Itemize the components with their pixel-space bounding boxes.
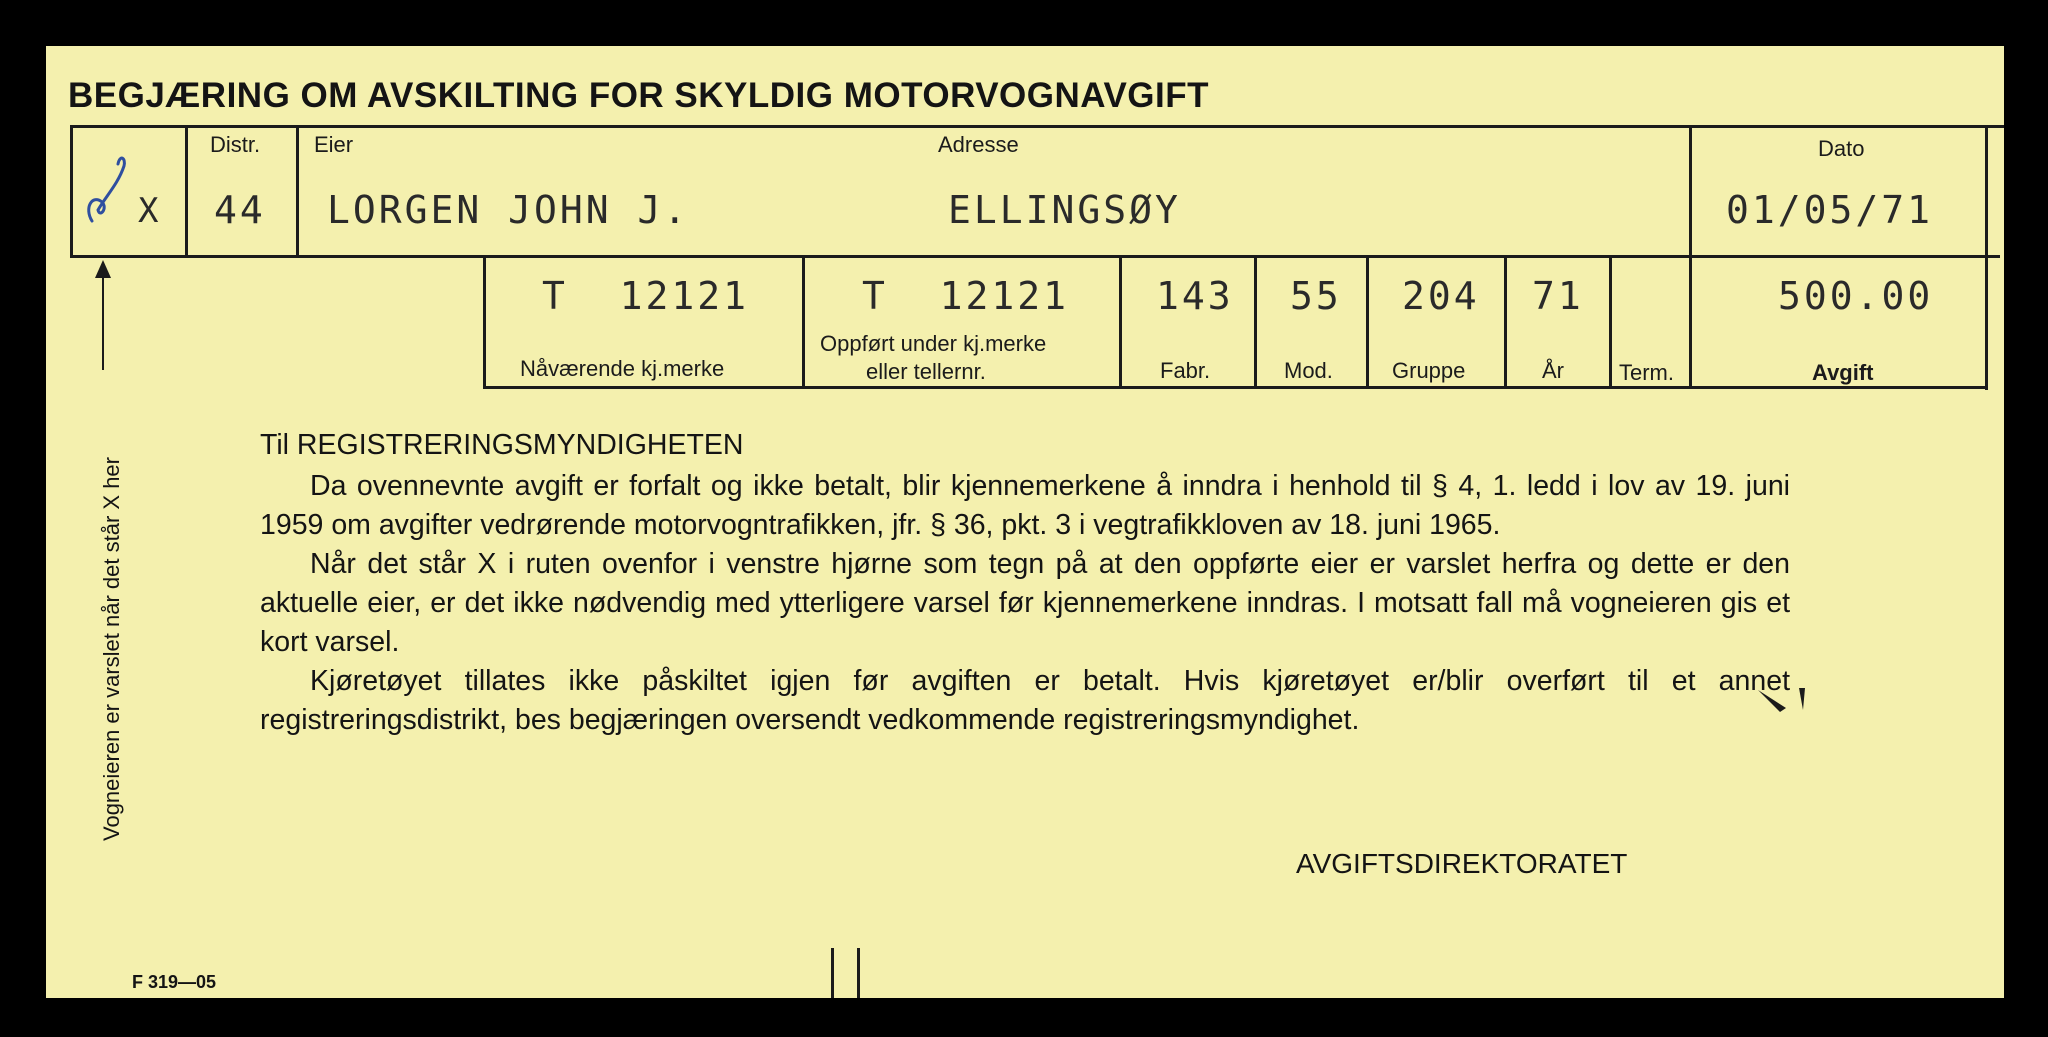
value-adresse: ELLINGSØY [948,188,1181,232]
signature: AVGIFTSDIREKTORATET [1296,848,1628,879]
label-eier: Eier [314,132,354,157]
form-number: F 319—05 [132,972,217,992]
value-ar: 71 [1532,274,1584,318]
value-oppfort: T 12121 [862,274,1070,318]
form-title: BEGJÆRING OM AVSKILTING FOR SKYLDIG MOTORVOGNAVGIFT [68,76,1210,115]
cut-mark-2 [857,948,860,998]
handwritten-initial [78,136,138,236]
vehicle-divider-4 [1366,258,1369,387]
header-left-border [70,125,73,258]
label-oppfort-line1: Oppført under kj.merke [820,331,1047,356]
paragraph-2: Når det står X i ruten ovenfor i venstre hjørne som tegn på at den oppførte eier er varslet herfra og dette er den aktuelle eier, er det ikke nødvendig med ytterligere varsel før kjennemerkene inndras. I motsatt fall må vogneieren gis et kort varsel. [260,548,1790,658]
label-dato: Dato [1818,136,1865,161]
label-ar: År [1542,358,1564,383]
value-gruppe: 204 [1402,274,1480,318]
ink-speck-2 [1794,686,1810,712]
label-navaerende: Nåværende kj.merke [520,356,725,381]
header-divider-3 [1689,128,1692,386]
vehicle-divider-1 [802,258,805,387]
header-divider-1 [185,128,188,257]
vehicle-divider-3 [1254,258,1257,387]
header-divider-2 [296,128,299,257]
header-right-border [1985,125,1988,390]
form-card [46,46,2004,998]
label-fabr: Fabr. [1160,358,1211,383]
label-gruppe: Gruppe [1392,358,1466,383]
paragraph-1: Da ovennevnte avgift er forfalt og ikke betalt, blir kjennemerkene å inndra i henhold til § 4, 1. ledd i lov av 19. juni 1959 om avgifter vedrørende motorvogntrafikken, jfr. § 36, pkt. 3 i vegtrafikkloven av 18. juni 1965. [260,470,1790,541]
value-distr: 44 [214,188,266,232]
ink-speck-1 [1756,686,1796,716]
label-avgift: Avgift [1812,360,1874,385]
body-text [260,426,1790,740]
side-arrow-line [102,270,104,370]
vehicle-bottom-border [483,386,1988,389]
value-fabr: 143 [1156,274,1234,318]
label-term: Term. [1619,360,1674,385]
value-navaerende: T 12121 [542,274,750,318]
value-dato: 01/05/71 [1726,188,1934,232]
cut-mark-1 [831,948,834,998]
label-distr: Distr. [210,132,261,157]
side-arrow-head [93,260,113,278]
vehicle-divider-5 [1504,258,1507,387]
side-note: Vogneieren er varslet når det står X her [99,457,124,841]
header-bottom-border [70,255,2000,258]
label-adresse: Adresse [938,132,1019,157]
value-avgift: 500.00 [1778,274,1934,318]
label-mod: Mod. [1284,358,1333,383]
vehicle-divider-6 [1609,258,1612,387]
value-eier: LORGEN JOHN J. [327,188,690,232]
label-oppfort-line2: eller tellernr. [866,359,986,384]
vehicle-left-border [483,258,486,387]
vehicle-divider-2 [1119,258,1122,387]
header-top-border [70,125,2004,128]
paragraph-3: Kjøretøyet tillates ikke påskiltet igjen før avgiften er betalt. Hvis kjøretøyet er/blir overført til et annet registreringsdistrikt, bes begjæringen oversendt vedkommende registreringsmyndighet. [260,665,1790,736]
value-mod: 55 [1290,274,1342,318]
recipient-line: Til REGISTRERINGSMYNDIGHETEN [260,429,744,461]
value-mark: X [138,191,162,231]
